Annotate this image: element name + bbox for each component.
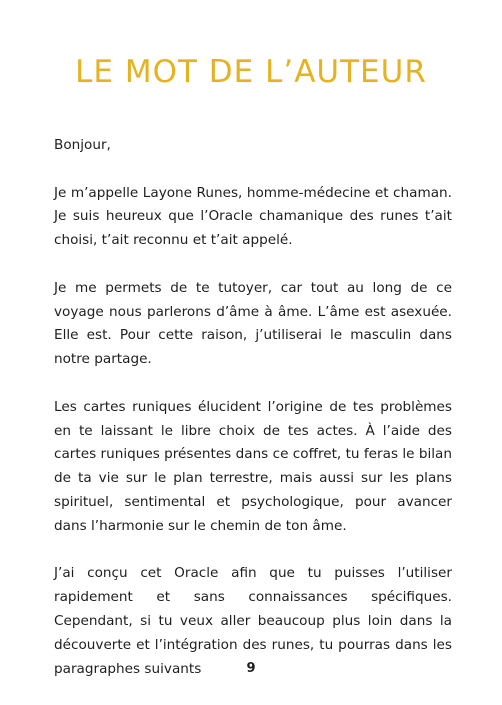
paragraph-greeting: Bonjour, (54, 137, 111, 153)
paragraph-tutoiement: Je me permets de te tutoyer, car tout au long de ce voyage nous parlerons d’âme à âme. L’âme est asexuée. Elle est. Pour cette raison, j’utiliserai le masculin dans notre partage. (54, 279, 452, 368)
paragraph-introduction: Je m’appelle Layone Runes, homme-médecine et chaman. Je suis heureux que l’Oracle chamanique des runes t’ait choisi, t’ait reconnu et t’ait appelé. (54, 184, 452, 249)
page-title: LE MOT DE L’AUTEUR (75, 54, 427, 90)
page-number: 9 (246, 661, 256, 676)
paragraph-conception-oracle: J’ai conçu cet Oracle afin que tu puisses l’utiliser rapidement et sans connaissances spécifiques. Cependant, si tu veux aller beaucoup plus loin dans la découverte et l’intégration des runes, tu pourras dans les paragraphes suivants (54, 565, 452, 677)
paragraph-cartes-runiques: Les cartes runiques élucident l’origine de tes problèmes en te laissant le libre choix de tes actes. À l’aide des cartes runiques présentes dans ce coffret, tu feras le bilan de ta vie sur le plan terrestre, mais aussi sur les plans spirituel, sentimental et psychologique, pour avancer dans l’harmonie sur le chemin de ton âme. (54, 398, 452, 534)
body-text (54, 134, 452, 705)
